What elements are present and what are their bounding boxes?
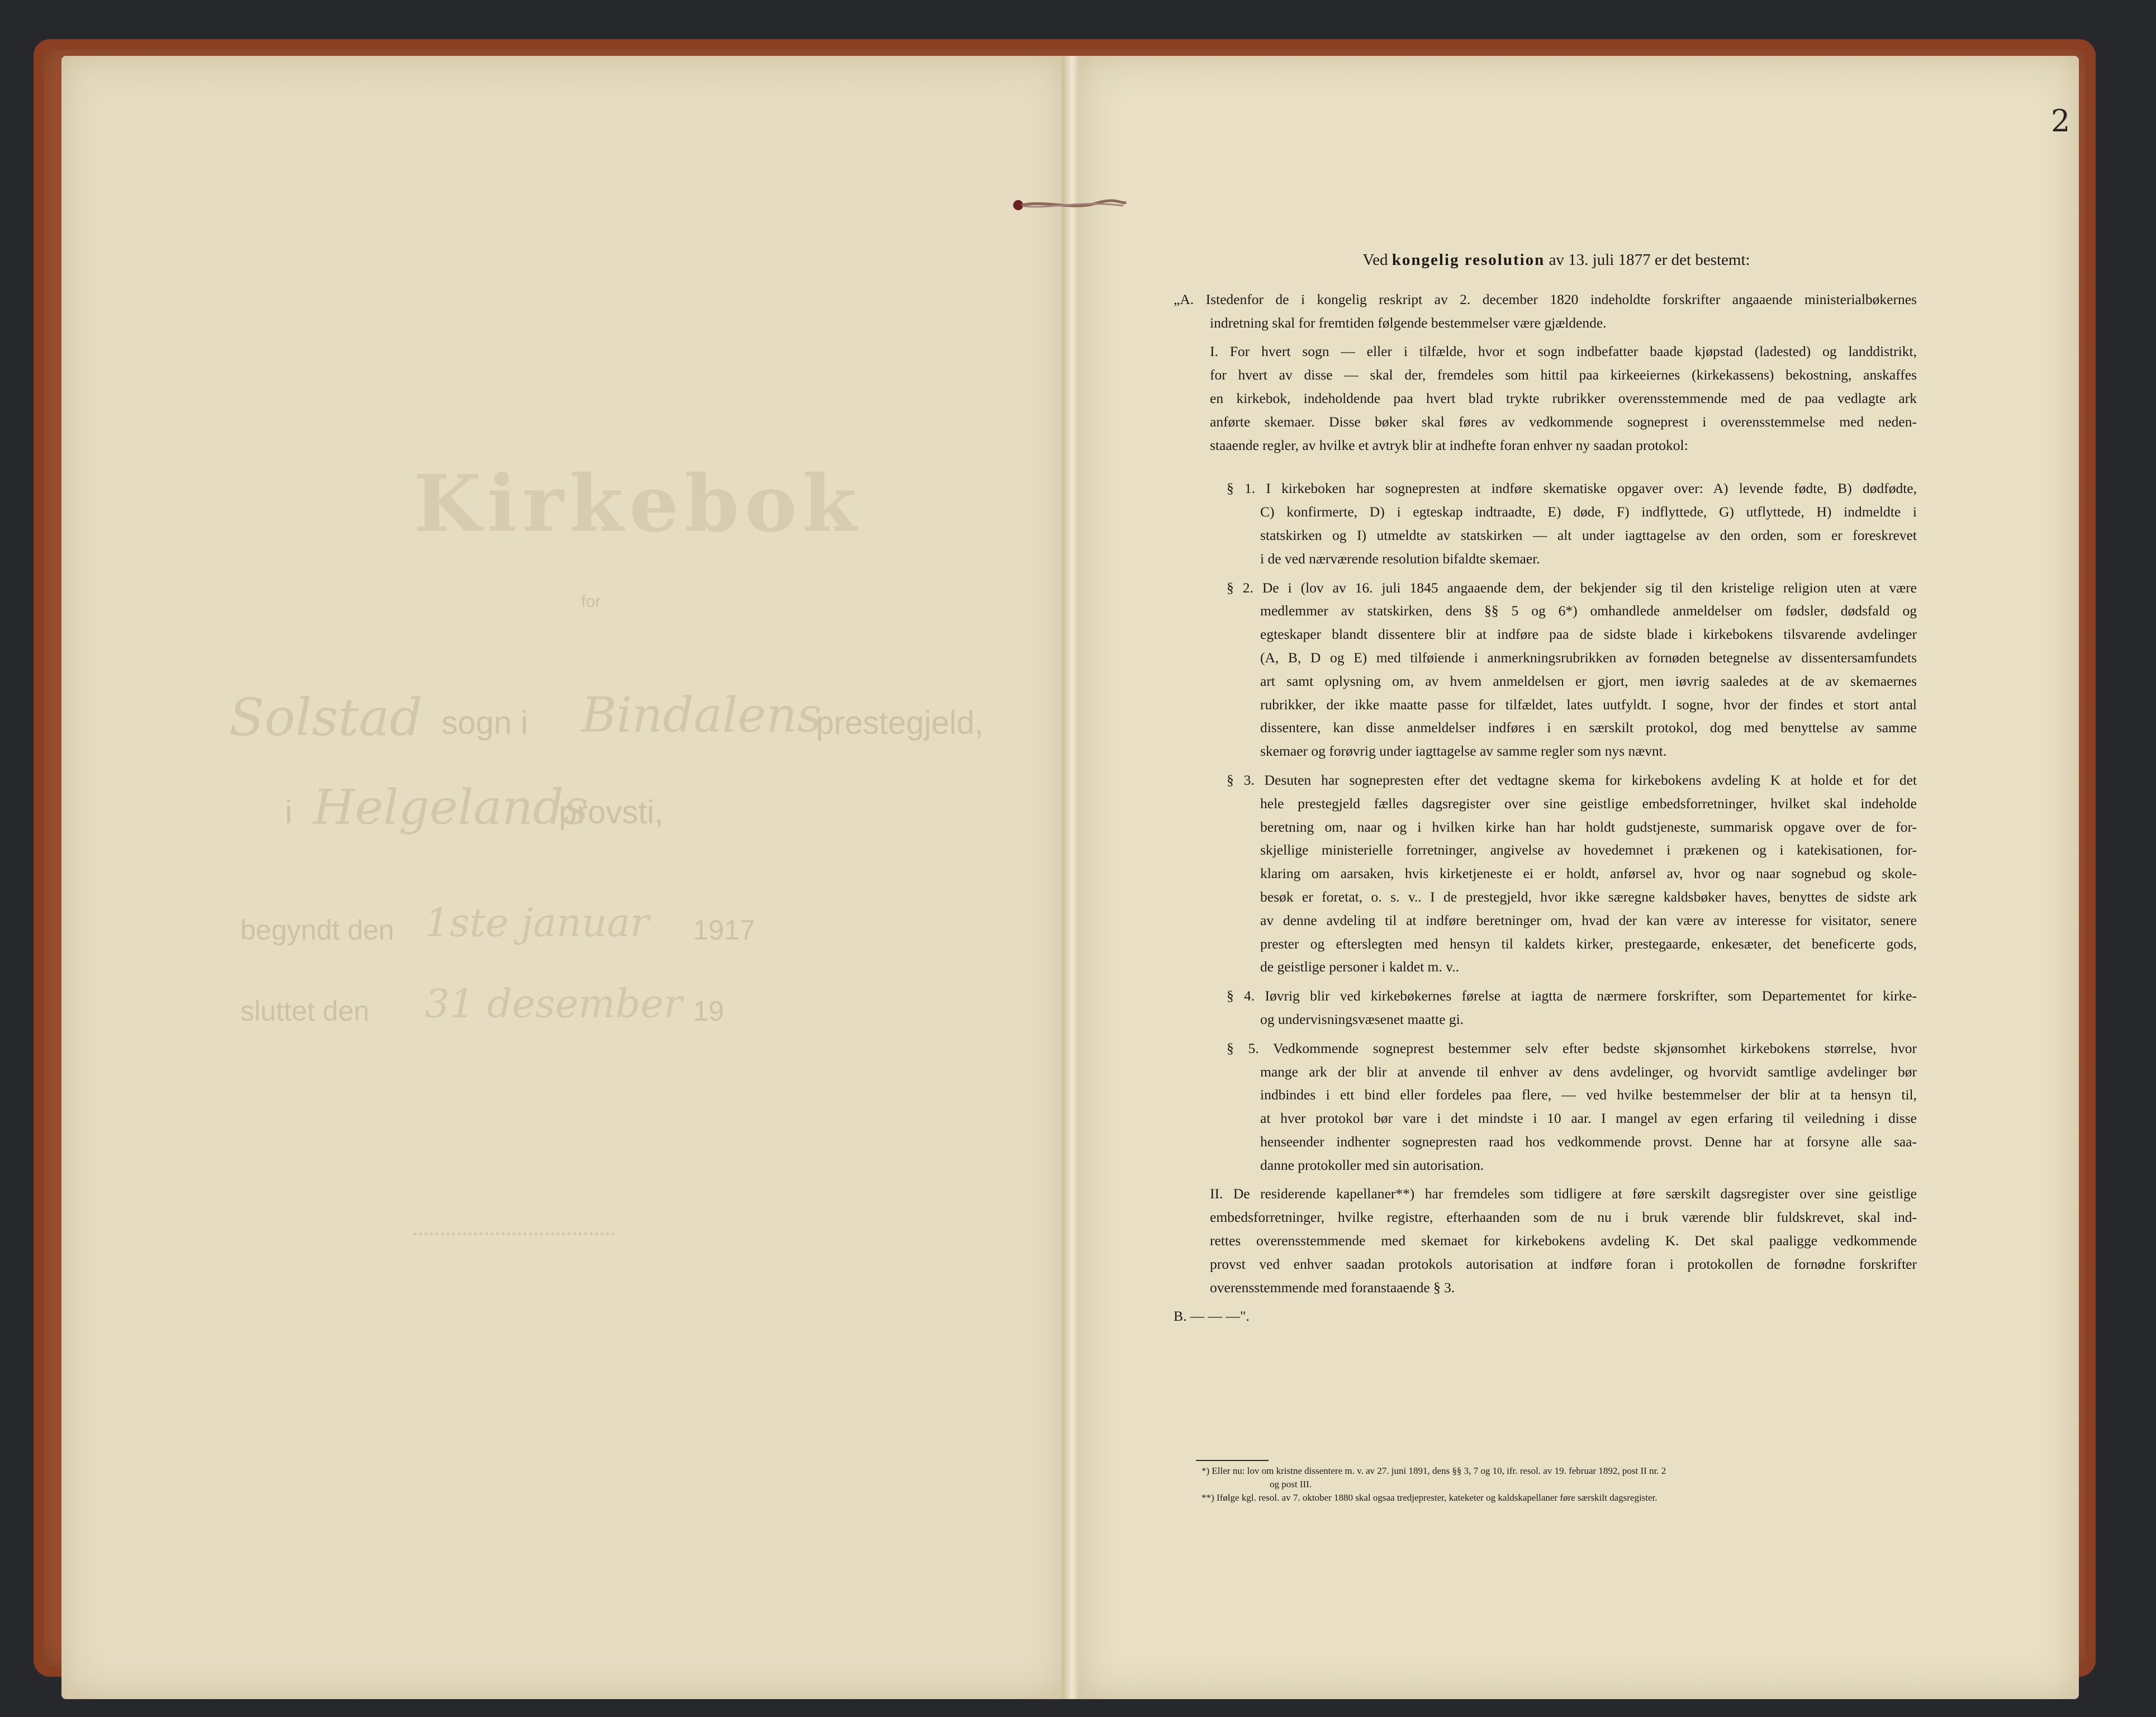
text-line: § 3. Desuten har sognepresten efter det vedtagne skema for kirkebokens avdeling K at holde et for det [1227,771,1917,788]
text-line: anførte skemaer. Disse bøker skal føres av vedkommende sogneprest i overensstemmelse med neden- [1210,413,1917,430]
text-line: en kirkebok, indeholdende paa hvert blad trykte rubrikker overensstemmende med de paa vedlagte ark [1210,390,1917,406]
text-line: § 4. Iøvrig blir ved kirkebøkernes førelse at iagtta de nærmere forskrifter, som Departementet for kirke- [1227,988,1917,1004]
page-number: 2 [2051,103,2070,139]
provsti-label: provsti, [559,794,663,831]
text-line: art samt oplysning om, av hvem anmeldelsen er gjort, men iøvrig saaledes at de av skemaernes [1260,672,1917,689]
text-line: II. De residerende kapellaner**) har fremdeles som tidligere at føre særskilt dagsregister over sine geistlige [1210,1185,1917,1202]
left-page [61,56,1067,1699]
prestegjeld-handwritten: Bindalens [581,687,822,743]
text-line: besøk er foretat, o. s. v.. I de prestegjeld, hvor ikke særegne kaldsbøker haves, benyttes de sidste ark [1260,888,1917,905]
text-line: skjellige ministerielle forretninger, angivelse av hovedemnet i prækenen og i katekisationen, for- [1260,842,1917,858]
text-line: § 5. Vedkommende sogneprest bestemmer selv efter bedste skjønsomhet kirkebokens størrelse, hvor [1227,1040,1917,1056]
left-page-title: Kirkebok [414,458,862,550]
text-line: statskirken og I) utmeldte av statskirken — alt under iagttagelse av den orden, som er foreskrevet [1260,527,1917,543]
footnote-1-continued: og post III. [1270,1479,1312,1490]
text-line: og undervisningsvæsenet maatte gi. [1260,1011,1464,1027]
text-line: medlemmer av statskirken, dens §§ 5 og 6*) omhandlede anmeldelser om fødsler, dødsfald og [1260,603,1917,619]
text-line: embedsforretninger, hvilke registre, efterhaanden som de nu i bruk værende blir fuldskrevet, skal ind- [1210,1209,1917,1226]
text-line: indbindes i ett bind eller fordeles paa flere, — ved hvilke bestemmelser der blir at ta hensyn til, [1260,1087,1917,1103]
sogn-label: sogn i [441,705,528,741]
text-line: dissentere, kan disse anmeldelser indføres i en særskilt protokol, dog med benyttelse av samme [1260,719,1917,736]
text-line: I. For hvert sogn — eller i tilfælde, hvor et sogn indbefatter baade kjøpstad (ladested) og landdistrikt, [1210,343,1917,360]
sluttet-label: sluttet den [240,995,369,1027]
begyndt-label: begyndt den [240,914,395,946]
text-line: hele prestegjeld fælles dagsregister over sine geistlige embedsforretninger, hvilket skal indeholde [1260,795,1917,812]
text-line: klaring om aarsaken, hvis kirketjeneste ei er holdt, anførsel av, hvor og naar sognebud og skole- [1260,865,1917,882]
resolution-paragraph [1174,1182,1917,1299]
text-line: rubrikker, der ikke maatte passe for tilfældet, lates uutfyldt. I sogne, hvor der findes et stort antal [1260,696,1917,713]
text-line: (A, B, D og E) med tilføiende i anmerkningsrubrikken av fornøden betegnelse av dissentersamfundets [1260,649,1917,666]
resolution-paragraph [1174,477,1917,570]
resolution-paragraph [1174,1305,1917,1328]
text-line: mange ark der blir at anvende til enhver av dens avdelinger, og hvorvidt samtlige avdelinger bør [1260,1063,1917,1080]
provsti-handwritten: Helgelands [313,780,588,836]
binding-thread-icon [1011,198,1129,212]
resolution-paragraph [1174,1037,1917,1177]
prestegjeld-label: prestegjeld, [816,705,984,741]
resolution-paragraph [1174,984,1917,1031]
footnote-1: *) Eller nu: lov om kristne dissentere m. v. av 27. juni 1891, dens §§ 3, 7 og 10, ifr. resol. av 19. februar 1892, post II nr. 2 [1202,1465,1666,1476]
text-line: henseender indhenter sognepresten raad hos vedkommende provst. Denne har at forsyne alle saa- [1260,1133,1917,1150]
text-line: for hvert av disse — skal der, fremdeles som hittil paa kirkeeiernes (kirkekassens) bekostning, anskaffes [1210,367,1917,383]
resolution-paragraph [1174,576,1917,763]
text-line: i de ved nærværende resolution bifaldte skemaer. [1260,550,1540,567]
resolution-paragraphs [1174,288,1917,1328]
footnote-rule [1196,1460,1269,1461]
ornament-divider [414,1232,615,1243]
sluttet-year: 19 [693,995,724,1027]
parish-handwritten: Solstad [229,687,422,747]
text-line: staaende regler, av hvilke et avtryk blir at indhefte foran enhver ny saadan protokol: [1210,437,1688,453]
resolution-paragraph [1174,340,1917,457]
text-line: at hver protokol bør vare i det mindste i 10 aar. I mangel av egen erfaring til veiledning i disse [1260,1110,1917,1127]
text-line: rettes overensstemmende med skemaet for kirkebokens avdeling K. Det skal paaligge vedkommende [1210,1232,1917,1249]
resolution-paragraph [1174,288,1917,335]
text-line: overensstemmende med foranstaaende § 3. [1210,1279,1455,1296]
text-line: av denne avdeling til at indføre beretninger om, hvad der kan være av interesse for visitator, senere [1260,912,1917,928]
text-line: „A. Istedenfor de i kongelig reskript av 2. december 1820 indeholdte forskrifter angaaende ministerialbøkernes [1174,291,1917,307]
text-line: skemaer og forøvrig under iagttagelse av samme regler som nys nævnt. [1260,743,1667,760]
resolution-heading: Ved kongelig resolution av 13. juli 1877 er det bestemt: [1362,251,1750,269]
text-line: C) konfirmerte, D) i egteskap indtraadte, E) døde, F) indflyttede, G) utflyttede, H) indmeldte i [1260,504,1917,520]
text-line: provst ved enhver saadan protokols autorisation at indføre foran i protokollen de fornødne forskrifter [1210,1255,1917,1272]
text-line: indretning skal for fremtiden følgende bestemmelser være gjældende. [1210,314,1607,331]
begyndt-year: 1917 [693,914,756,946]
for-label: for [581,592,601,611]
sluttet-date-handwritten: 31 desember [425,981,682,1027]
text-line: beretning om, naar og i hvilken kirke han har holdt gudstjeneste, summarisk opgave over de for- [1260,818,1917,835]
footnotes [1202,1464,1920,1505]
resolution-text [1174,249,1917,1334]
text-line: prester og efterslegten med hensyn til kaldets kirker, prestegaarde, enkesæter, det beneficerte gods, [1260,935,1917,952]
begyndt-date-handwritten: 1ste januar [425,900,649,946]
text-line: § 1. I kirkeboken har sognepresten at indføre skematiske opgaver over: A) levende fødte, B) dødfødte, [1227,480,1917,497]
text-line: egteskaper blandt dissentere blir at indføre paa de sidste blade i kirkebokens tilsvarende avdelinger [1260,626,1917,643]
text-line: § 2. De i (lov av 16. juli 1845 angaaende dem, der bekjender sig til den kristelige religion uten at være [1227,579,1917,596]
text-line: danne protokoller med sin autorisation. [1260,1156,1484,1173]
i-label: i [285,794,292,831]
footnote-2: **) Ifølge kgl. resol. av 7. oktober 1880 skal ogsaa tredjeprester, kateketer og kaldskapellaner føre særskilt dagsregister. [1202,1492,1658,1503]
text-line: B. — — —". [1174,1308,1250,1325]
resolution-paragraph [1174,769,1917,979]
text-line: de geistlige personer i kaldet m. v.. [1260,959,1459,975]
